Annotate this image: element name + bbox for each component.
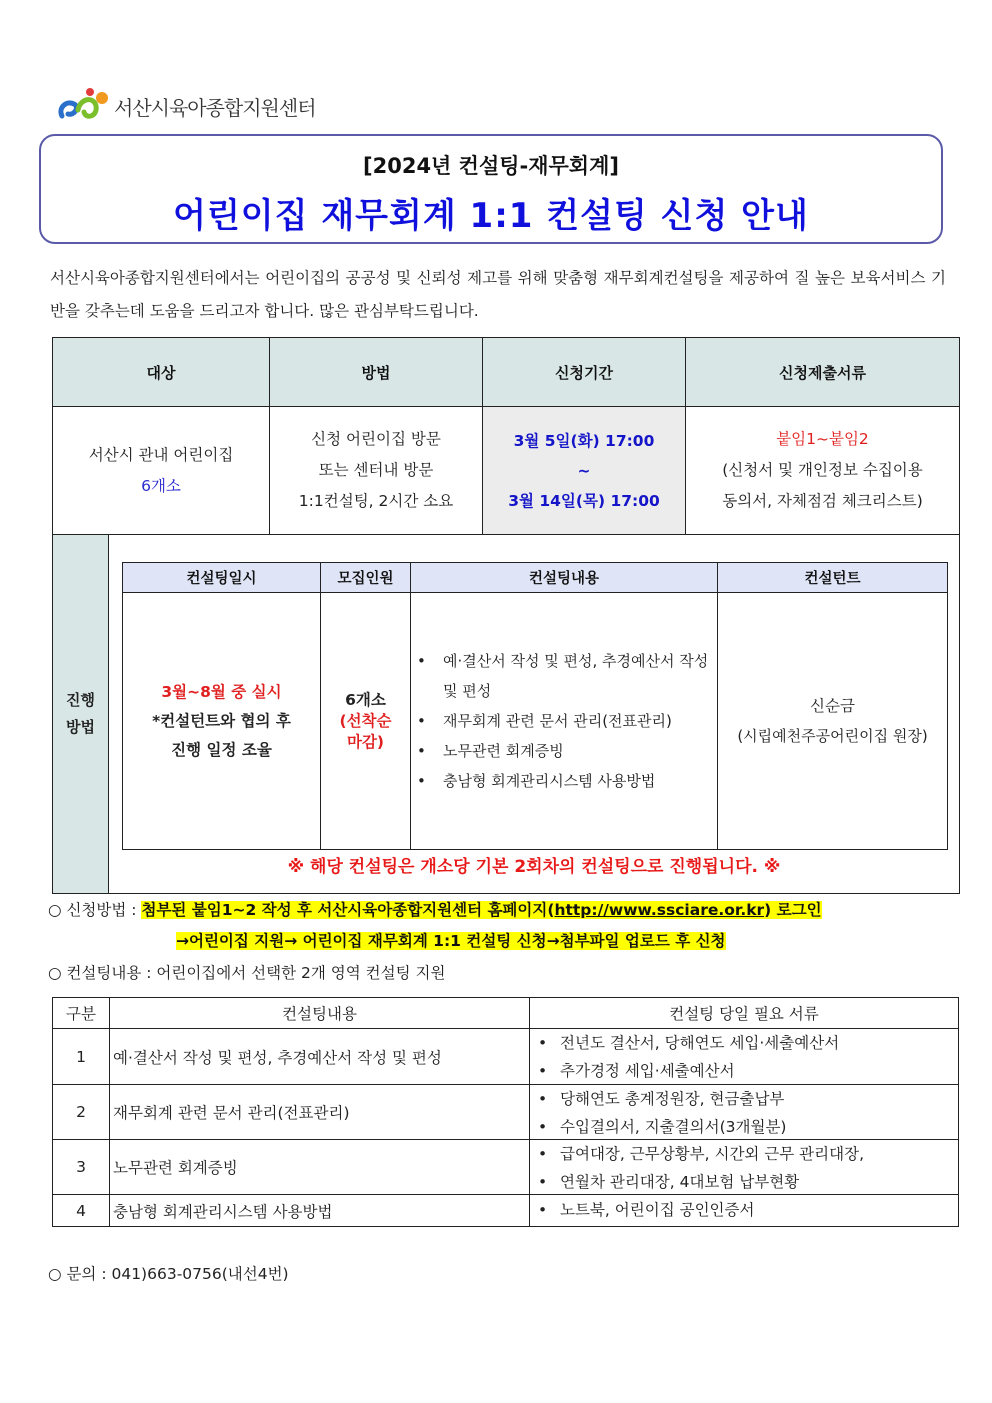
main-info-table <box>52 337 960 894</box>
contents-cell <box>411 593 718 849</box>
contents-item: • 충남형 회계관리시스템 사용방법 <box>413 766 711 796</box>
contact-line: ○ 문의 : 041)663-0756(내선4번) <box>48 1265 289 1283</box>
progress-label-cell <box>53 535 109 893</box>
target-line1: 서산시 관내 어린이집 <box>88 445 234 464</box>
recruit-count: 6개소 <box>345 690 386 709</box>
docs-attachments: 붙임1~붙임2 <box>776 430 869 448</box>
inner-header-consultant: 컨설턴트 <box>718 563 947 593</box>
bt-doc-item: • 당해연도 총계정원장, 현금출납부 <box>530 1085 958 1113</box>
contents-item: • 예·결산서 작성 및 편성, 추경예산서 작성 및 편성 <box>413 646 711 706</box>
progress-inner-table <box>122 562 948 850</box>
contents-item: • 노무관련 회계증빙 <box>413 736 711 766</box>
bt-row-content: 노무관련 회계증빙 <box>110 1140 530 1195</box>
header-period: 신청기간 <box>483 338 686 407</box>
bt-row-no: 4 <box>53 1195 110 1226</box>
target-count: 6개소 <box>141 476 181 495</box>
inner-header-recruit: 모집인원 <box>321 563 411 593</box>
bt-row-docs <box>530 1140 958 1195</box>
bt-doc-item: • 추가경정 세입·세출예산서 <box>530 1057 958 1085</box>
bt-doc-item: • 수입결의서, 지출결의서(3개월분) <box>530 1113 958 1141</box>
consultant-org: (시립예천주공어린이집 원장) <box>737 727 928 745</box>
consulting-content-line: ○ 컨설팅내용 : 어린이집에서 선택한 2개 영역 컨설팅 지원 <box>48 964 446 982</box>
method-line2: 또는 센터내 방문 <box>318 461 434 479</box>
center-logo-icon <box>56 86 112 126</box>
period-separator: ~ <box>577 461 591 480</box>
bt-doc-item: • 급여대장, 근무상황부, 시간외 근무 관리대장, <box>530 1140 958 1168</box>
progress-label-line2: 방법 <box>66 718 95 736</box>
method-line3: 1:1컨설팅, 2시간 소요 <box>298 492 454 510</box>
bt-row-no: 1 <box>53 1029 110 1085</box>
period-start: 3월 5일(화) 17:00 <box>513 431 655 450</box>
method-line1: 신청 어린이집 방문 <box>311 430 441 448</box>
bt-header-content: 컨설팅내용 <box>110 998 530 1029</box>
apply-method-line2 <box>176 929 726 951</box>
title-subheading: [2024년 컨설팅-재무회계] <box>363 154 619 178</box>
inner-header-contents: 컨설팅내용 <box>411 563 718 593</box>
bt-doc-item: • 전년도 결산서, 당해연도 세입·세출예산서 <box>530 1029 958 1057</box>
bt-row-content: 재무회계 관련 문서 관리(전표관리) <box>110 1085 530 1140</box>
recruit-note-line2: 마감) <box>346 732 385 751</box>
progress-label-line1: 진행 <box>66 691 95 709</box>
period-end: 3월 14일(목) 17:00 <box>508 491 660 510</box>
bt-row-docs <box>530 1085 958 1140</box>
period-cell <box>483 407 686 535</box>
target-cell <box>53 407 270 535</box>
intro-paragraph: 서산시육아종합지원센터에서는 어린이집의 공공성 및 신뢰성 제고를 위해 맞춤형 재무회계컨설팅을 제공하여 질 높은 보육서비스 기반을 갖추는데 도움을 드리고자 합니다. 많은 관심부탁드립니다. <box>50 269 946 320</box>
contents-list <box>413 646 711 796</box>
center-logo <box>56 86 316 126</box>
apply-method-label: ○ 신청방법 : <box>48 901 137 919</box>
bt-row-content: 충남형 회계관리시스템 사용방법 <box>110 1195 530 1226</box>
notice-text: ※ 해당 컨설팅은 개소당 기본 2회차의 컨설팅으로 진행됩니다. ※ <box>287 857 781 877</box>
apply-method-line1 <box>48 898 822 920</box>
page-title: 어린이집 재무회계 1:1 컨설팅 신청 안내 <box>173 196 809 236</box>
bt-row-no: 2 <box>53 1085 110 1140</box>
bt-header-docs: 컨설팅 당일 필요 서류 <box>530 998 958 1029</box>
consulting-docs-table <box>52 997 959 1227</box>
bt-row-content: 예·결산서 작성 및 편성, 추경예산서 작성 및 편성 <box>110 1029 530 1085</box>
bt-row-no: 3 <box>53 1140 110 1195</box>
docs-cell <box>686 407 959 535</box>
method-cell <box>270 407 483 535</box>
header-method: 방법 <box>270 338 483 407</box>
title-box <box>39 134 943 244</box>
bt-header-no: 구분 <box>53 998 110 1029</box>
schedule-line2: *컨설턴트와 협의 후 <box>152 711 291 730</box>
schedule-cell <box>123 593 321 849</box>
bt-doc-item: • 연월차 관리대장, 4대보험 납부현황 <box>530 1168 958 1196</box>
apply-method-steps: →어린이집 지원→ 어린이집 재무회계 1:1 컨설팅 신청→첨부파일 업로드 후 신청 <box>176 932 726 950</box>
homepage-link[interactable]: http://www.ssciare.or.kr <box>554 901 765 919</box>
recruit-note-line1: (선착순 <box>339 711 392 730</box>
bt-row-docs <box>530 1029 958 1085</box>
schedule-line3: 진행 일정 조율 <box>171 740 272 759</box>
header-docs: 신청제출서류 <box>686 338 959 407</box>
consultant-name: 신순금 <box>810 697 855 715</box>
header-target: 대상 <box>53 338 270 407</box>
center-logo-text: 서산시육아종합지원센터 <box>114 95 316 120</box>
consultant-cell <box>718 593 947 849</box>
docs-line3: 동의서, 자체점검 체크리스트) <box>722 492 923 510</box>
contents-item: • 재무회계 관련 문서 관리(전표관리) <box>413 706 711 736</box>
schedule-line1: 3월~8월 중 실시 <box>161 682 282 701</box>
recruit-cell <box>321 593 411 849</box>
inner-header-schedule: 컨설팅일시 <box>123 563 321 593</box>
docs-line2: (신청서 및 개인정보 수집이용 <box>722 461 923 479</box>
bt-row-docs <box>530 1195 958 1226</box>
apply-method-highlight2: ) 로그인 <box>764 901 822 919</box>
bt-doc-item: • 노트북, 어린이집 공인인증서 <box>530 1196 958 1224</box>
apply-method-highlight1: 첨부된 붙임1~2 작성 후 서산시육아종합지원센터 홈페이지( <box>141 901 555 919</box>
